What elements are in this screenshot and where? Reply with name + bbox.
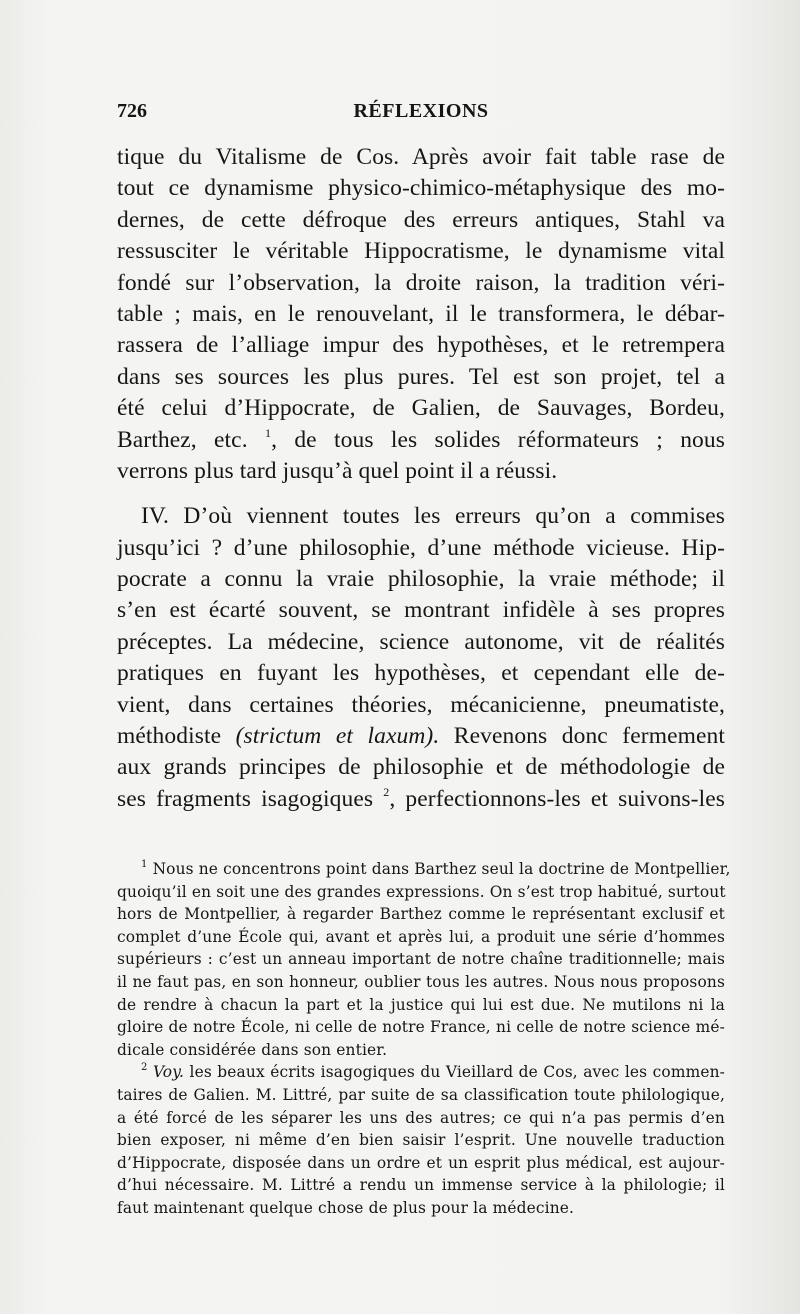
footnote-2-line: d’Hippocrate, disposée dans un ordre et un esprit plus médical, est aujour- bbox=[117, 1153, 725, 1172]
footnote-1-line: supérieurs : c’est un anneau important de notre chaîne traditionnelle; mais bbox=[117, 950, 725, 969]
footnote-2-line: a été forcé de les séparer les uns des autres; ce qui n’a pas permis d’en bbox=[117, 1108, 725, 1127]
footnote-1-line: il ne faut pas, en son honneur, oublier tous les autres. Nous nous proposons bbox=[117, 972, 725, 991]
text-line bbox=[117, 425, 725, 456]
footnote-1-line: gloire de notre École, ni celle de notre France, ni celle de notre science mé- bbox=[117, 1018, 725, 1037]
footnote-voy: Voy. bbox=[152, 1063, 185, 1082]
text-line: vient, dans certaines théories, mécanicienne, pneumatiste, bbox=[117, 691, 725, 718]
text-line: pocrate a connu la vraie philosophie, la vraie méthode; il bbox=[117, 566, 725, 593]
page-header bbox=[117, 100, 725, 132]
text-line: tout ce dynamisme physico-chimico-métaphysique des mo- bbox=[117, 175, 725, 202]
footnote-text: les beaux écrits isagogiques du Vieillard de Cos, avec les commen- bbox=[184, 1063, 725, 1082]
text-fragment: Barthez, etc. bbox=[117, 426, 248, 453]
text-line: tique du Vitalisme de Cos. Après avoir fait table rase de bbox=[117, 144, 725, 170]
footnote-1-line: hors de Montpellier, à regarder Barthez comme le représentant exclusif et bbox=[117, 905, 725, 924]
footnote-1-line: quoiqu’il en soit une des grandes expressions. On s’est trop habitué, surtout bbox=[117, 882, 726, 901]
text-line: pratiques en fuyant les hypothèses, et cependant elle de- bbox=[117, 660, 725, 687]
text-line: jusqu’ici ? d’une philosophie, d’une méthode vicieuse. Hip- bbox=[117, 534, 725, 561]
footnote-1-line bbox=[117, 858, 731, 881]
text-line: aux grands principes de philosophie et de méthodologie de bbox=[117, 754, 725, 781]
footnote-1-mark: 1 bbox=[141, 859, 148, 870]
text-line: dernes, de cette défroque des erreurs antiques, Stahl va bbox=[117, 206, 725, 233]
footnote-2-line: taires de Galien. M. Littré, par suite de sa classification toute philologique, bbox=[117, 1085, 725, 1104]
text-line: table ; mais, en le renouvelant, il le transformera, le débar- bbox=[117, 300, 725, 327]
text-fragment: ses fragments isagogiques bbox=[117, 785, 384, 812]
text-fragment: Revenons donc fermement bbox=[439, 723, 725, 750]
body-text bbox=[117, 142, 725, 815]
text-line: verrons plus tard jusqu’à quel point il a réussi. bbox=[117, 457, 558, 484]
footnote-2-line: faut maintenant quelque chose de plus pour la médecine. bbox=[117, 1198, 575, 1217]
footnote-2-mark: 2 bbox=[141, 1062, 148, 1074]
text-fragment: méthodiste bbox=[117, 723, 236, 750]
footnote-1-line: complet d’une École qui, avant et après lui, a produit une série d’hommes bbox=[117, 927, 725, 946]
text-line: fondé sur l’observation, la droite raison, la tradition véri- bbox=[117, 269, 725, 296]
text-fragment: , de tous les solides réformateurs ; nous bbox=[271, 426, 725, 453]
footnote-2-line: bien exposer, ni même d’en bien saisir l’esprit. Une nouvelle traduction bbox=[117, 1131, 725, 1150]
text-line bbox=[117, 784, 725, 815]
footnote-1-line: de rendre à chacun la part et la justice qui lui est due. Ne mutilons ni la bbox=[117, 995, 725, 1014]
running-head: RÉFLEXIONS bbox=[353, 100, 489, 122]
footnote-text: Nous ne concentrons point dans Barthez seul la doctrine de Montpellier, bbox=[152, 860, 731, 878]
text-line: ressusciter le véritable Hippocratisme, le dynamisme vital bbox=[117, 238, 725, 265]
footnote-1-line: dicale considérée dans son entier. bbox=[117, 1040, 388, 1059]
italic-phrase: (strictum et laxum). bbox=[235, 723, 440, 750]
page-number: 726 bbox=[117, 100, 147, 122]
text-line bbox=[117, 721, 725, 752]
text-line: été celui d’Hippocrate, de Galien, de Sauvages, Bordeu, bbox=[117, 395, 725, 422]
section-heading-line: IV. D’où viennent toutes les erreurs qu’on a commises bbox=[141, 503, 725, 530]
text-line: s’en est écarté souvent, se montrant infidèle à ses propres bbox=[117, 597, 725, 624]
text-line: préceptes. La médecine, science autonome, vit de réalités bbox=[117, 628, 725, 655]
text-fragment: , perfectionnons-les et suivons-les bbox=[389, 785, 725, 812]
footnote-2-line: d’hui nécessaire. M. Littré a rendu un immense service à la philologie; il bbox=[117, 1176, 725, 1195]
footnote-2-line bbox=[117, 1061, 725, 1084]
text-line: dans ses sources les plus pures. Tel est son projet, tel a bbox=[117, 363, 725, 390]
footnotes bbox=[117, 858, 731, 1220]
text-line: rassera de l’alliage impur des hypothèses, et le retrempera bbox=[117, 332, 725, 359]
footnote-ref-1[interactable]: 1 bbox=[264, 425, 272, 440]
footnote-ref-2[interactable]: 2 bbox=[383, 784, 390, 799]
